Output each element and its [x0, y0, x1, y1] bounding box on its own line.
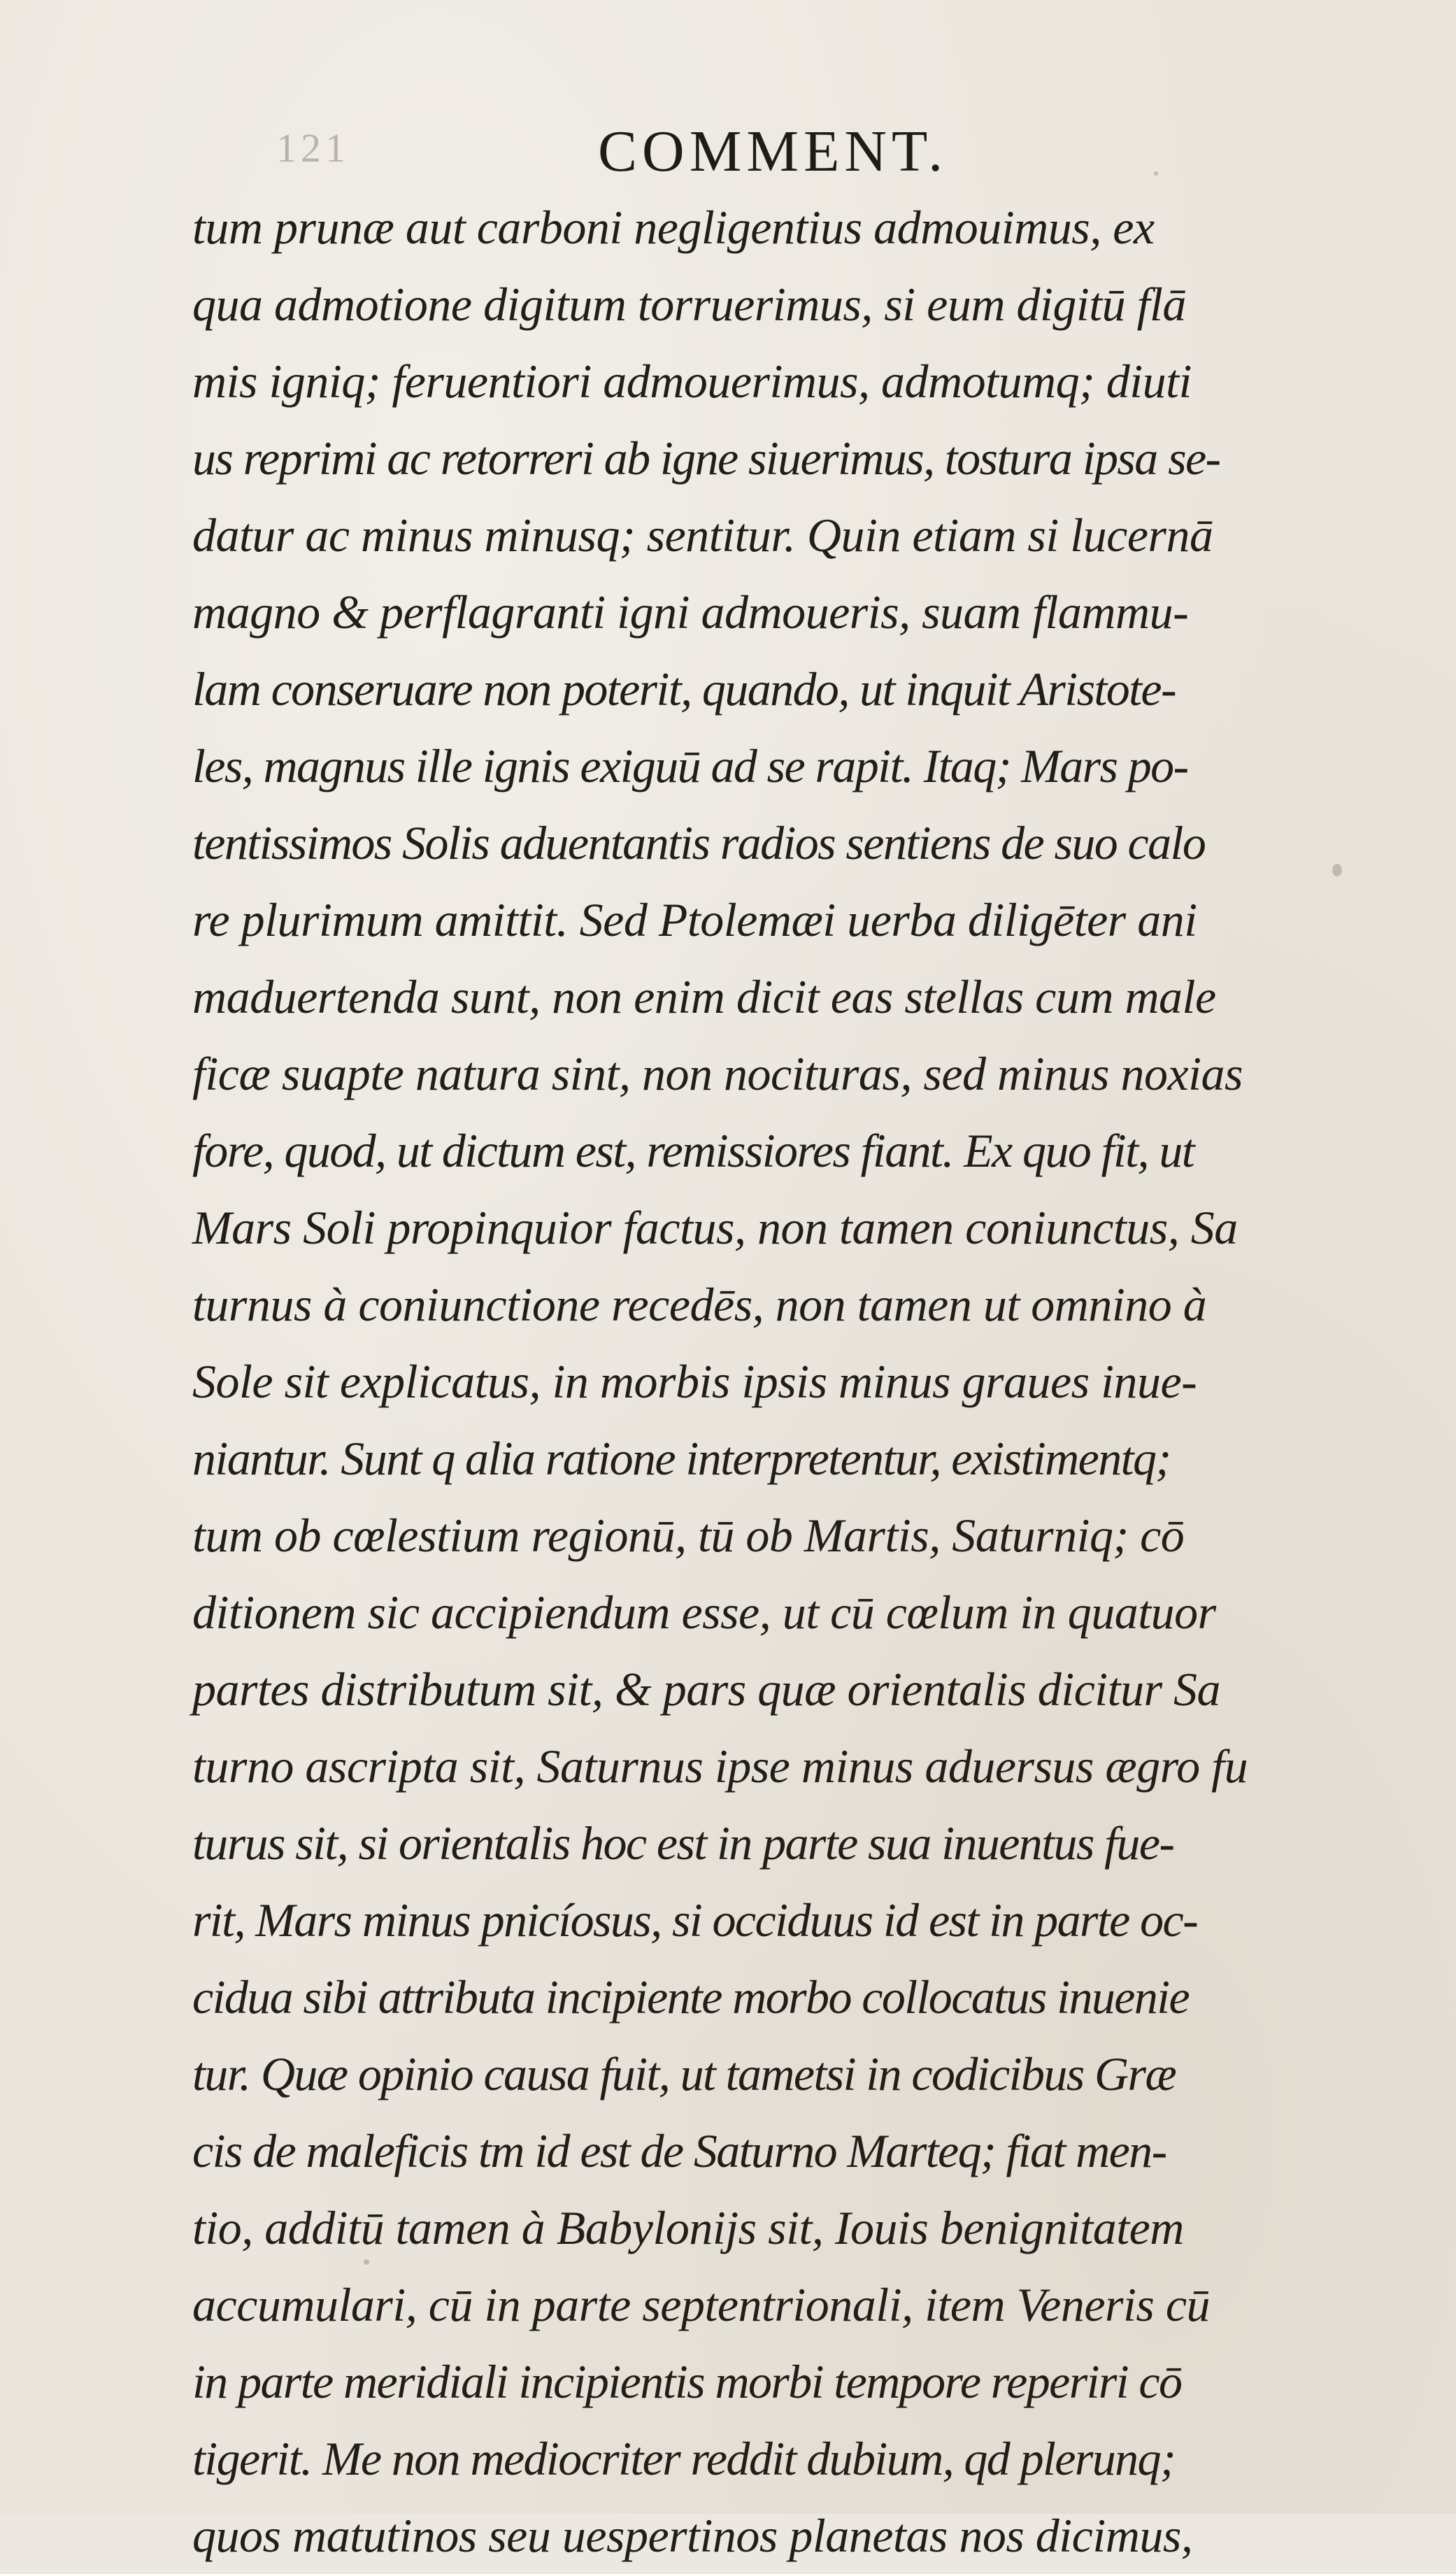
text-line: rit, Mars minus pnicíosus, si occiduus id est in parte oc- — [192, 1893, 1198, 1947]
text-line: niantur. Sunt q alia ratione interpretentur, existimentq; — [192, 1432, 1171, 1485]
text-line: magno & perflagranti igni admoueris, suam flammu- — [192, 585, 1189, 639]
text-line: cidua sibi attributa incipiente morbo collocatus inuenie — [192, 1970, 1190, 2024]
text-line: cis de maleficis tm id est de Saturno Marteq; fiat men- — [192, 2124, 1166, 2177]
text-line: fore, quod, ut dictum est, remissiores fiant. Ex quo fit, ut — [192, 1124, 1194, 1177]
text-line: quos matutinos seu uespertinos planetas nos dicimus, — [192, 2509, 1193, 2562]
text-line: us reprimi ac retorreri ab igne siuerimus, tostura ipsa se- — [192, 432, 1220, 485]
text-line: accumulari, cū in parte septentrionali, item Veneris cū — [192, 2278, 1211, 2331]
text-line: turus sit, si orientalis hoc est in parte sua inuentus fue- — [192, 1816, 1174, 1870]
text-line: Mars Soli propinquior factus, non tamen coniunctus, Sa — [192, 1201, 1238, 1254]
paper-speck — [1332, 864, 1342, 876]
text-line: lam conseruare non poterit, quando, ut inquit Aristote- — [192, 662, 1176, 716]
folio-number: 121 — [276, 125, 350, 171]
text-line: re plurimum amittit. Sed Ptolemæi uerba diligēter ani — [192, 893, 1197, 946]
text-line: tum ob cœlestium regionū, tū ob Martis, Saturniq; cō — [192, 1509, 1185, 1562]
text-line: ditionem sic accipiendum esse, ut cū cœlum in quatuor — [192, 1586, 1216, 1639]
text-line: tigerit. Me non mediocriter reddit dubium, qd plerunq; — [192, 2432, 1175, 2485]
text-line: turnus à coniunctione recedēs, non tamen ut omnino à — [192, 1278, 1207, 1331]
text-line: tur. Quæ opinio causa fuit, ut tametsi in codicibus Græ — [192, 2047, 1176, 2100]
text-line: les, magnus ille ignis exiguū ad se rapit. Itaq; Mars po- — [192, 739, 1188, 792]
text-line: maduertenda sunt, non enim dicit eas stellas cum male — [192, 970, 1216, 1023]
text-line: tum prunæ aut carboni negligentius admouimus, ex — [192, 201, 1155, 254]
running-head: COMMENT. — [598, 119, 948, 184]
text-line: datur ac minus minusq; sentitur. Quin etiam si lucernā — [192, 509, 1213, 562]
text-line: Sole sit explicatus, in morbis ipsis minus graues inue- — [192, 1355, 1197, 1408]
text-line: turno ascripta sit, Saturnus ipse minus aduersus ægro fu — [192, 1740, 1248, 1793]
text-line: tio, additū tamen à Babylonijs sit, Iouis benignitatem — [192, 2201, 1184, 2254]
text-line: mis igniq; feruentiori admouerimus, admotumq; diuti — [192, 355, 1192, 408]
text-line: qua admotione digitum torruerimus, si eum digitū flā — [192, 278, 1186, 331]
text-line: in parte meridiali incipientis morbi tempore reperiri cō — [192, 2355, 1182, 2408]
paper-speck — [1154, 171, 1158, 176]
text-line: tentissimos Solis aduentantis radios sentiens de suo calo — [192, 816, 1206, 869]
text-line: ficæ suapte natura sint, non nocituras, sed minus noxias — [192, 1047, 1243, 1100]
text-line: partes distributum sit, & pars quæ orientalis dicitur Sa — [192, 1663, 1221, 1716]
text-block — [192, 189, 1325, 2574]
